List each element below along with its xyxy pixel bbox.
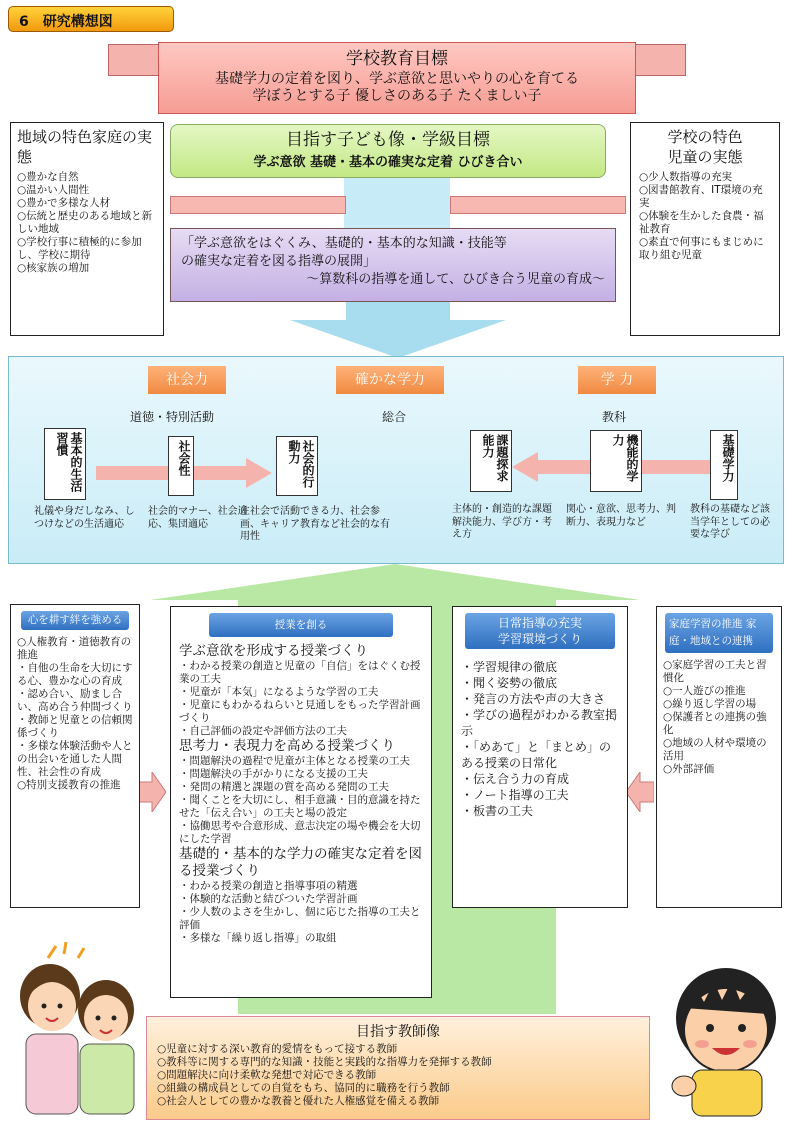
heart-box [10,604,140,908]
functional-academic-box: 機能的学力 [590,430,642,492]
heart-item: ・認め合い、励まし合い、高め合う仲間づくり [17,688,133,713]
theme-line1: 「学ぶ意欲をはぐくみ、基礎的・基本的な知識・技能等 [181,236,507,251]
heart-item: ○特別支援教育の推進 [17,779,121,791]
teacher-title: 目指す教師像 [356,1024,440,1040]
theme-line2: の確実な定着を図る指導の展開」 [181,254,377,269]
community-item: ○学校行事に積極的に参加し、学校に期待 [17,236,142,261]
home-box [656,606,782,908]
teacher-box [146,1016,650,1120]
community-item: ○温かい人間性 [17,184,90,196]
daily-title [465,613,615,649]
child-goal-sub: 学ぶ意欲 基礎・基本の確実な定着 ひびき合い [253,155,523,170]
teacher-item: ○組織の構成員としての自覚をもち、協同的に職務を行う教師 [157,1082,450,1094]
lesson-item: ・体験的な活動と結びついた学習計画 [179,893,358,905]
flow-stem [344,178,450,230]
community-box [10,122,164,336]
school-feature-item: ○素直で何事にもまじめに取り組む児童 [639,236,764,261]
lesson-item: ・問題解決の過程で児童が主体となる授業の工夫 [179,755,410,767]
social-action-desc: 主社会で活動できる力、社会参画、キャリア教育など社会的な有用性 [240,506,390,542]
subject-label: 教科 [602,410,627,424]
lesson-item: ・少人数のよさを生かし、個に応じた指導の工夫と評価 [179,906,421,931]
banner-line2: 学ぼうとする子 優しさのある子 たくましい子 [252,88,542,104]
section-number: 6 [19,14,29,30]
lesson-item: ・わかる授業の創造と児童の「自信」をはぐくむ授業の工夫 [179,660,421,685]
habits-desc: 礼儀や身だしなみ、しつけなどの生活適応 [34,506,135,530]
banner-line1: 基礎学力の定着を図り、学ぶ意欲と思いやりの心を育てる [215,71,579,87]
teacher-item: ○問題解決に向け柔軟な発想で対応できる教師 [157,1069,377,1081]
basic-academic-box: 基礎学力 [710,430,738,500]
school-goal-banner [158,42,636,114]
daily-box [452,606,628,908]
teacher-item: ○社会人としての豊かな教養と優れた人権感覚を備える教師 [157,1095,440,1107]
lesson-item: ・問題解決の手がかりになる支援の工夫 [179,768,368,780]
child-goal-box [170,124,606,178]
lesson-box [170,606,432,998]
sociality-desc: 社会的マナー、社会適応、集団適応 [148,506,248,530]
school-feature-title: 学校の特色 [667,128,743,146]
basic-habits-box: 基本的生活習慣 [44,428,86,500]
inquiry-desc: 主体的・創造的な課題解決能力、学び方・考え方 [452,504,552,540]
section-title-text: 研究構想図 [42,14,113,30]
daily-item: ・発言の方法や声の大きさ [461,692,606,706]
functional-desc: 関心・意欲、思考力、判断力、表現力など [566,504,676,528]
daily-title1: 日常指導の充実 [497,616,582,630]
lesson-item: ・児童が「本気」になるような学習の工夫 [179,686,379,698]
heart-item: ・自他の生命を大切にする心、豊かな心の育成 [17,662,133,687]
home-item: ○繰り返し学習の場 [663,698,757,710]
lesson-heading: 基礎的・基本的な学力の確実な定着を図る授業づくり [179,846,422,879]
arrow-heart-right [138,772,166,812]
home-item: ○家庭学習の工夫と習慣化 [663,659,767,684]
home-item: ○一人遊びの推進 [663,685,746,697]
daily-item: ・「めあて」と「まとめ」のある授業の日常化 [461,740,612,770]
section-title [8,6,174,32]
home-item: ○外部評価 [663,763,715,775]
social-power-pill: 社会力 [148,366,226,394]
sociality-box: 社会性 [168,436,194,496]
teacher-item: ○教科等に関する専門的な知識・技能と実践的な指導力を発揮する教師 [157,1056,492,1068]
home-item: ○保護者との連携の強化 [663,711,767,736]
home-title: 家庭学習の推進 家庭・地域との連携 [665,613,773,653]
daily-item: ・板書の工夫 [461,804,534,818]
lesson-heading: 思考力・表現力を高める授業づくり [179,738,395,754]
heart-item: ・教師と児童との信頼関係づくり [17,714,133,739]
lesson-item: ・わかる授業の創造と指導事項の精選 [179,880,358,892]
solid-ability-pill: 確かな学力 [336,366,444,394]
moral-label: 道徳・特別活動 [130,410,215,424]
daily-item: ・学習規律の徹底 [461,660,558,674]
community-item: ○核家族の増加 [17,262,90,274]
lesson-item: ・自己評価の設定や評価方法の工夫 [179,725,347,737]
school-feature-box [630,122,780,336]
guidance-theme-box [170,228,616,302]
lesson-title: 授業を創る [209,613,393,637]
heart-title: 心を耕す絆を強める [21,611,129,630]
integrated-label: 総合 [382,410,407,424]
daily-item: ・ノート指導の工夫 [461,788,569,802]
community-item: ○豊かな自然 [17,171,79,183]
community-item: ○伝統と歴史のある地域と新しい地域 [17,210,153,235]
community-title: 地域の特色家庭の実態 [17,128,153,166]
school-feature-item: ○体験を生かした食農・福祉教育 [639,210,764,235]
lesson-item: ・児童にもわかるねらいと見通しをもった学習計画づくり [179,699,421,724]
children-illustration [8,940,142,1116]
arrow-home-left [626,772,654,812]
lesson-item: ・協働思考や合意形成、意志決定の場や機会を大切にした学習 [179,820,421,845]
heart-item: ・多様な体験活動や人との出会いを通した人間性、社会性の育成 [17,740,133,778]
home-item: ○地域の人材や環境の活用 [663,737,767,762]
daily-item: ・学びの過程がわかる教室掲示 [461,708,618,738]
school-feature-item: ○図書館教育、IT環境の充実 [639,184,763,209]
lesson-item: ・聞くことを大切にし、相手意識・目的意識を持たせた「伝え合い」の工夫と場の設定 [179,794,421,819]
theme-line3: ～算数科の指導を通して、ひびき合う児童の育成～ [306,272,605,287]
daily-item: ・聞く姿勢の徹底 [461,676,558,690]
lesson-heading: 学ぶ意欲を形成する授業づくり [179,643,368,659]
school-feature-item: ○少人数指導の充実 [639,171,733,183]
social-action-box: 社会的行動力 [276,436,318,496]
basic-academic-desc: 教科の基礎など該当学年としての必要な学び [690,504,770,540]
daily-title2: 学習環境づくり [497,632,582,646]
down-arrow [290,302,506,358]
arrow-right-to-center [450,196,626,214]
teacher-item: ○児童に対する深い教育的愛情をもって接する教師 [157,1043,398,1055]
child-status-title: 児童の実態 [667,148,743,166]
arrow-left-to-center [170,196,346,214]
lesson-item: ・発問の精選と課題の質を高める発問の工夫 [179,781,389,793]
banner-title: 学校教育目標 [346,49,448,69]
child-goal-title: 目指す子ども像・学級目標 [286,130,490,150]
daily-item: ・伝え合う力の育成 [461,772,570,786]
inquiry-ability-box: 課題探求能力 [470,430,512,492]
heart-item: ○人権教育・道徳教育の推進 [17,636,132,661]
community-item: ○豊かで多様な人材 [17,197,111,209]
academic-pill: 学 力 [578,366,656,394]
lesson-item: ・多様な「繰り返し指導」の取組 [179,932,337,944]
boy-illustration [662,958,788,1118]
